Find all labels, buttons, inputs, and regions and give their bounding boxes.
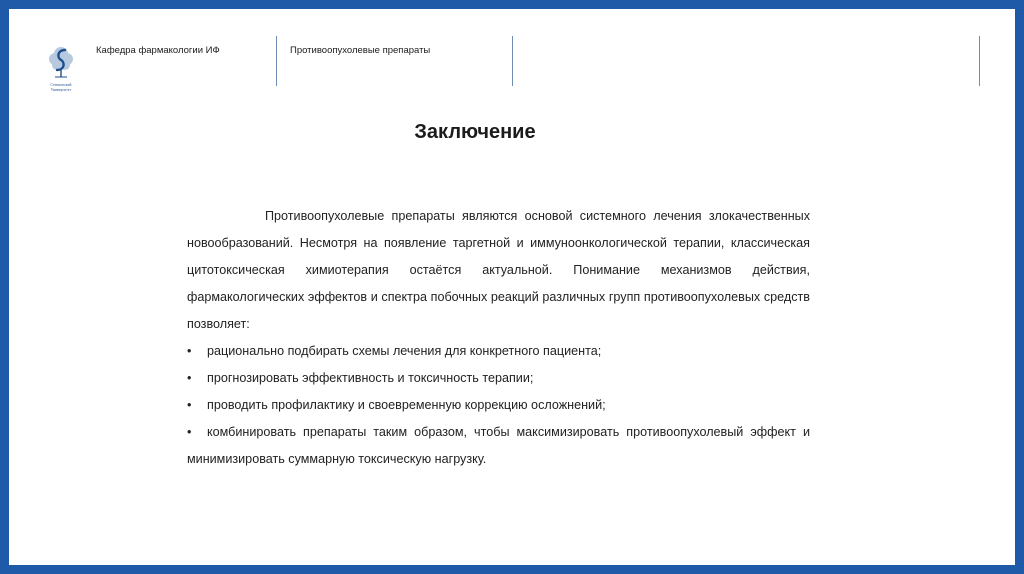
logo-text-line1: Сеченовский — [50, 83, 72, 87]
department-name: Кафедра фармакологии ИФ — [96, 45, 220, 56]
header-divider-3 — [979, 36, 980, 86]
university-logo — [43, 43, 79, 95]
topic-name: Противоопухолевые препараты — [290, 45, 431, 56]
list-item-text: рационально подбирать схемы лечения для конкретного пациента; — [207, 344, 602, 358]
list-item-text: прогнозировать эффективность и токсичность терапии; — [207, 371, 534, 385]
tree-emblem-icon — [43, 43, 79, 81]
list-item-text: комбинировать препараты таким образом, чтобы максимизировать противоопухолевый эффект и минимизировать суммарную токсическую нагрузку. — [187, 425, 810, 466]
slide-title: Заключение — [414, 121, 536, 143]
list-item — [187, 392, 810, 419]
intro-paragraph: Противоопухолевые препараты являются основой системного лечения злокачественных новообразований. Несмотря на появление таргетной и иммуноонкологической терапии, классическая цитотоксическая химиотерапия остаётся актуальной. Понимание механизмов действия, фармакологических эффектов и спектра побочных реакций различных групп противоопухолевых средств позволяет: — [187, 209, 810, 331]
logo-text-line2: Университет — [50, 88, 72, 92]
list-item — [187, 419, 810, 473]
header-divider-1 — [276, 36, 277, 86]
slide — [9, 9, 1015, 565]
list-item-text: проводить профилактику и своевременную коррекцию осложнений; — [207, 398, 606, 412]
list-item — [187, 365, 810, 392]
header-divider-2 — [512, 36, 513, 86]
bullet-glyph: • — [187, 344, 192, 358]
bullet-glyph: • — [187, 398, 192, 412]
conclusion-list — [187, 338, 810, 473]
list-item — [187, 338, 810, 365]
bullet-glyph: • — [187, 425, 192, 439]
slide-body — [187, 203, 810, 473]
bullet-glyph: • — [187, 371, 192, 385]
